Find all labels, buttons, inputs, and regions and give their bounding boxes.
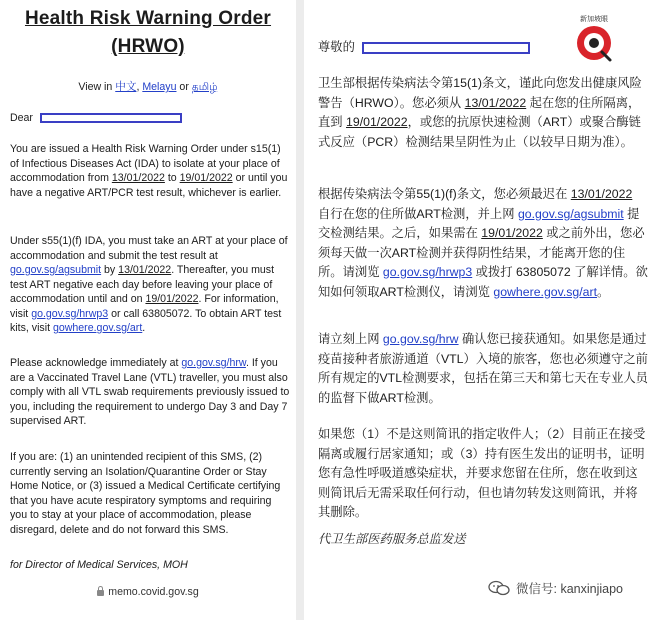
chinese-message-panel	[304, 0, 670, 620]
link-agsubmit[interactable]: go.gov.sg/agsubmit	[10, 264, 102, 276]
link-hrwp3[interactable]: go.gov.sg/hrwp3	[31, 307, 109, 320]
salutation: Dear	[10, 111, 290, 126]
lang-link-tamil[interactable]: தமிழ்	[191, 81, 218, 93]
paragraph-acknowledge: Please acknowledge immediately at go.gov.sg/hrw. If you are a Vaccinated Travel Lane (VTL) traveller, you must also comply with all VTL swab requirements previously issued to you, including the requirement to undergo Day 3 and Day 7 supervised ART.	[10, 357, 290, 427]
redacted-name	[362, 42, 530, 54]
link-gowhere-art[interactable]: gowhere.gov.sg/art	[493, 284, 598, 299]
redacted-name	[40, 113, 182, 123]
xinjiapo-eye-logo	[570, 12, 618, 64]
lang-link-chinese[interactable]: 中文	[115, 81, 137, 93]
link-hrwp3[interactable]: go.gov.sg/hrwp3	[382, 265, 473, 279]
link-agsubmit[interactable]: go.gov.sg/agsubmit	[517, 206, 624, 221]
browser-url-bar[interactable]: memo.covid.gov.sg	[0, 576, 296, 608]
panel-divider	[296, 0, 304, 620]
paragraph-art-testing: Under s55(1)(f) IDA, you must take an ART at your place of accommodation and submit the test result at go.gov.sg/agsubmit by 13/01/2022. Thereafter, you must test ART negative each day before leaving your place of accommodation until and on 19/01/2022. For information, visit go.gov.sg/hrwp3 or call 63805072. To obtain ART test kits, visit gowhere.gov.sg/art.	[10, 235, 288, 334]
signature: for Director of Medical Services, MOH	[10, 559, 188, 571]
link-hrw[interactable]: go.gov.sg/hrw	[181, 357, 246, 369]
salutation-chinese: 尊敬的	[318, 38, 648, 58]
paragraph-disregard-chinese: 如果您（1）不是这则简讯的指定收件人；（2）目前正在接受隔离或履行居家通知；或（3）持有医生发出的证明书，证明您有急性呼吸道感染症状，并要求您留在住所，您在收到这则简讯后无需采取任何行动，但也请勿转发这则简讯，并将其删除。	[318, 427, 646, 519]
paragraph-art-testing-chinese: 根据传染病法令第55(1)(f)条文，您必须最迟在 13/01/2022 自行在您的住所做ART检测，并上网 go.gov.sg/agsubmit 提交检测结果。之后，如果需在 19/01/2022 或之前外出，您必须每天做一次ART检测并获得阴性结果，才能离开您的住所。请浏览 go.gov.sg/hrwp3 或拨打 63805072 了解详情。欲知如何领取ART检测仪，请浏览 gowhere.gov.sg/art。	[318, 187, 648, 299]
paragraph-isolation: You are issued a Health Risk Warning Order under s15(1) of Infectious Diseases Act (IDA) to isolate at your place of accommodation from 13/01/2022 to 19/01/2022 or until you have a negative ART/PCR test result, whichever is earlier.	[10, 143, 288, 199]
wechat-watermark: 微信号: kanxinjiapo	[488, 576, 668, 600]
signature-chinese: 代卫生部医药服务总监发送	[318, 532, 466, 546]
lock-icon	[97, 590, 104, 596]
paragraph-isolation-chinese: 卫生部根据传染病法令第15(1)条文，谨此向您发出健康风险警告（HRWO）。您必须从 13/01/2022 起在您的住所隔离，直到 19/01/2022，或您的抗原快速检测（ART）或聚合酶链式反应（PCR）检测结果呈阴性为止（以较早日期为准）。	[318, 76, 642, 149]
svg-text:新加坡眼: 新加坡眼	[580, 15, 608, 23]
paragraph-acknowledge-chinese: 请立刻上网 go.gov.sg/hrw 确认您已接获通知。如果您是通过疫苗接种者旅游通道（VTL）入境的旅客，您也必须遵守之前所有规定的VTL检测要求，包括在第三天和第七天在专业人员的监督下做ART检测。	[318, 332, 648, 405]
wechat-icon	[488, 580, 510, 596]
paragraph-disregard: If you are: (1) an unintended recipient of this SMS, (2) currently serving an Isolation/Quarantine Order or Stay Home Notice, or (3) issued a Medical Certificate certifying that you have acute respiratory symptoms and requiring you to stay at your place of accommodation, please disregard, delete and do not forward this SMS.	[10, 451, 281, 536]
language-selector: View in 中文, Melayu or தமிழ்	[78, 81, 218, 93]
page-title: Health Risk Warning Order	[24, 8, 272, 29]
lang-link-malay[interactable]: Melayu	[142, 81, 177, 93]
page-title-abbrev: (HRWO)	[111, 36, 185, 57]
english-message-panel	[0, 0, 296, 620]
link-gowhere-art[interactable]: gowhere.gov.sg/art	[52, 322, 143, 334]
link-hrw[interactable]: go.gov.sg/hrw	[382, 332, 459, 346]
